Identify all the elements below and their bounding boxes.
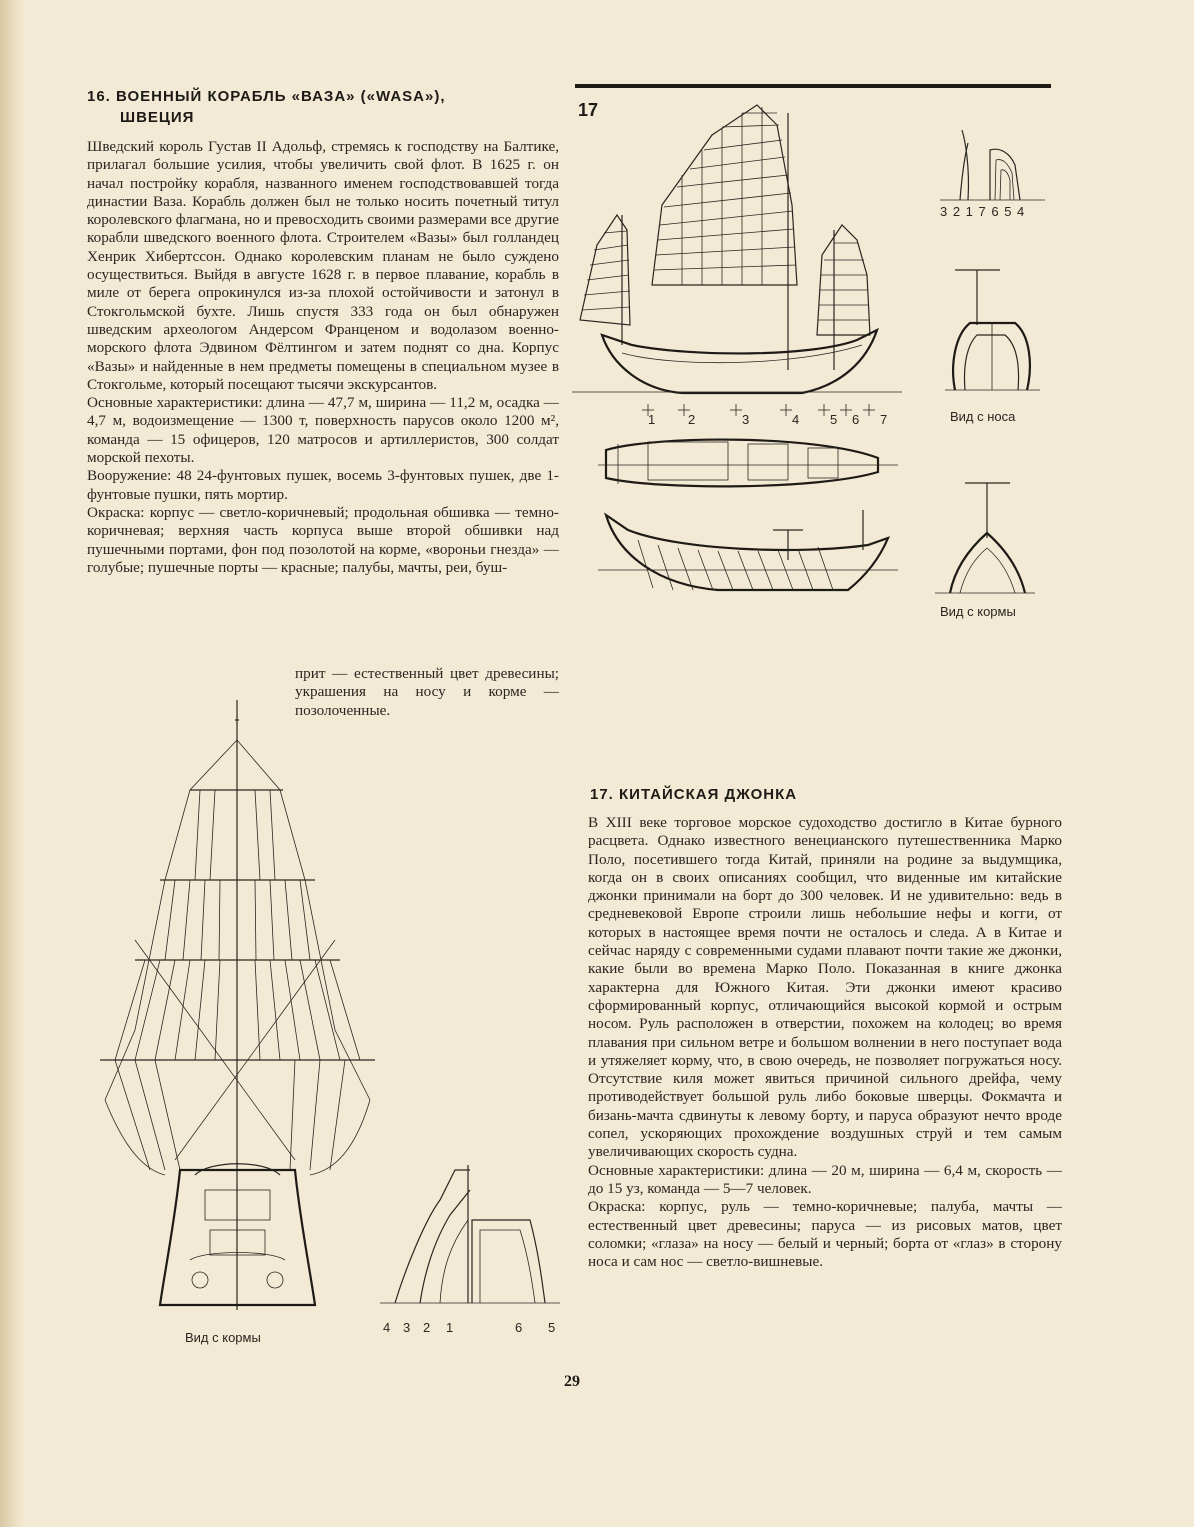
section-16-text-tail: прит — естественный цвет древесины; украшения на носу и корме — позолоченные. xyxy=(295,665,559,719)
section-17-text xyxy=(588,814,1062,1271)
wasa-frames-drawing xyxy=(380,1160,560,1310)
wasa-frame-number: 1 xyxy=(446,1320,454,1335)
station-number: 4 xyxy=(792,412,800,427)
section-16-paragraph: Основные характеристики: длина — 47,7 м, ширина — 11,2 м, осадка — 4,7 м, водоизмещение — 1300 т, поверхность парусов около 1200 м², команда — 15 офицеров, 120 матросов и артиллеристов, 300 солдат морской пехоты. xyxy=(87,394,559,467)
wasa-stern-view-drawing xyxy=(95,700,385,1320)
section-16-title-line1: 16. ВОЕННЫЙ КОРАБЛЬ «ВАЗА» («WASA»), xyxy=(87,88,446,105)
section-16-paragraph: Вооружение: 48 24-фунтовых пушек, восемь 3-фунтовых пушек, две 1-фунтовые пушки, пять мортир. xyxy=(87,467,559,503)
wasa-frame-number: 5 xyxy=(548,1320,556,1335)
figure-17-number: 17 xyxy=(578,100,599,120)
section-16-title xyxy=(87,86,446,128)
junk-frame-numbers: 3 2 1 7 6 5 4 xyxy=(940,204,1026,219)
wasa-frame-number: 3 xyxy=(403,1320,411,1335)
section-17-paragraph: В XIII веке торговое морское судоходство достигло в Китае бурного расцвета. Однако известного венецианского путешественника Марко Поло, посетившего тогда Китай, приняли на родине за выдумщика, когда он в своих описаниях сообщил, что виденные им китайские джонки принимали на борт до 300 человек. И не удивительно: ведь в средневековой Европе строили лишь небольшие нефы и когги, от которых в настоящее время почти не осталось и следа. А в Китае и сейчас наряду с современными судами плавают почти такие же джонки, какие были во времена Марко Поло. Показанная в книге джонка характерна для Южного Китая. Эти джонки имеют красиво сформированный корпус, отличающийся высокой кормой и острым носом. Руль расположен в отверстии, похожем на колодец; во время плавания при сильном ветре и большом волнении в него поступает вода и утяжеляет корму, что, в свою очередь, не позволяет погружаться носу. Отсутствие киля может явиться причиной сильного дрейфа, чему противодействует большой руль либо боковые шверцы. Фокмачта и бизань-мачта сдвинуты к левому борту, и паруса образуют нечто вроде сопел, ускоряющих прохождение воздушных струй и тем самым увеличивающих скорость судна. xyxy=(588,814,1062,1161)
wasa-frame-number: 6 xyxy=(515,1320,523,1335)
wasa-frame-number: 2 xyxy=(423,1320,431,1335)
junk-bow-view-drawing xyxy=(945,265,1040,395)
station-number: 2 xyxy=(688,412,696,427)
junk-side-view-drawing xyxy=(572,95,902,405)
wasa-stern-view-caption: Вид с кормы xyxy=(185,1330,261,1345)
page-gutter xyxy=(0,0,26,1527)
section-17-paragraph: Основные характеристики: длина — 20 м, ширина — 6,4 м, скорость — до 15 уз, команда — 5—7 человек. xyxy=(588,1161,1062,1197)
junk-deck-plan-drawing xyxy=(598,430,898,600)
junk-bow-view-caption: Вид с носа xyxy=(950,409,1016,424)
section-17-title: 17. КИТАЙСКАЯ ДЖОНКА xyxy=(590,786,798,803)
station-number: 1 xyxy=(648,412,656,427)
station-number: 5 xyxy=(830,412,838,427)
figure-17-rule xyxy=(575,84,1051,88)
junk-stern-view-drawing xyxy=(935,478,1035,598)
station-marks xyxy=(630,402,890,422)
section-17-paragraph: Окраска: корпус, руль — темно-коричневые; палуба, мачты — естественный цвет древесины; паруса — из рисовых матов, цвет соломки; «глаза» на носу — белый и черный; борта от «глаз» в сторону носа и сам нос — светло-вишневые. xyxy=(588,1198,1062,1271)
station-number: 7 xyxy=(880,412,888,427)
section-16-paragraph: Шведский король Густав II Адольф, стремясь к господству на Балтике, прилагал большие усилия, чтобы увеличить свой флот. В 1625 г. он начал постройку корабля, названного именем господствовавшей тогда династии Ваза. Корабль должен был не только носить почетный титул королевского флагмана, но и превосходить своими размерами все другие корабли шведского военного флота. Строителем «Вазы» был голландец Хенрик Хибертссон. Однако королевским планам не было суждено осуществиться. Выйдя в августе 1628 г. в первое плавание, корабль в миле от берега опрокинулся из-за плохой остойчивости и затонул в Стокгольмской бухте. Лишь спустя 333 года он был обнаружен шведским археологом Андерсом Франценом и водолазом военно-морского флота Эдвином Фёлтингом и затем поднят со дна. Корпус «Вазы» и найденные в нем предметы помещены в специальном музее в Стокгольме, который посещают тысячи экскурсантов. xyxy=(87,138,559,393)
section-16-text xyxy=(87,138,559,577)
station-number: 6 xyxy=(852,412,860,427)
station-number: 3 xyxy=(742,412,750,427)
section-16-title-line2: ШВЕЦИЯ xyxy=(120,109,195,126)
wasa-frame-number: 4 xyxy=(383,1320,395,1335)
section-16-paragraph: Окраска: корпус — светло-коричневый; продольная обшивка — темно-коричневая; верхняя часть корпуса выше второй обшивки над пушечными портами, фон под позолотой на корме, «вороньи гнезда» — голубые; пушечные порты — красные; палубы, мачты, реи, буш- xyxy=(87,503,559,576)
page-number: 29 xyxy=(564,1373,580,1390)
junk-stern-view-caption: Вид с кормы xyxy=(940,604,1016,619)
junk-frames-drawing xyxy=(940,125,1050,205)
